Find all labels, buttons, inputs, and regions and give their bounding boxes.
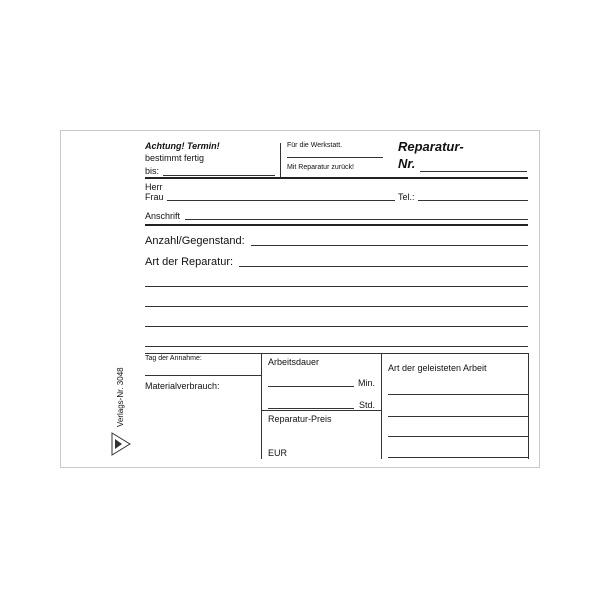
frau-label: Frau (145, 192, 164, 202)
std-label: Std. (359, 400, 376, 410)
repair-line-3[interactable] (145, 326, 528, 327)
repair-line-1[interactable] (145, 286, 528, 287)
minutes-field[interactable] (268, 386, 354, 387)
work-line-3[interactable] (388, 436, 528, 437)
customer-rule (145, 224, 528, 226)
repair-number-field[interactable] (420, 171, 527, 172)
repair-type-field[interactable] (239, 266, 528, 267)
col-divider-1 (261, 353, 262, 459)
header-rule (145, 177, 528, 179)
repair-title: Reparatur- (398, 139, 464, 154)
header-divider (280, 143, 281, 177)
work-line-1[interactable] (388, 394, 528, 395)
duration-label: Arbeitsdauer (268, 357, 320, 367)
col-divider-2 (381, 353, 382, 459)
quantity-label: Anzahl/Gegenstand: (145, 235, 245, 247)
work-line-2[interactable] (388, 416, 528, 417)
workshop-label: Für die Werkstatt. (287, 142, 343, 149)
repair-form-card (60, 130, 540, 468)
accept-date-rule (145, 375, 261, 376)
tel-label: Tel.: (398, 192, 415, 202)
until-label: bis: (145, 166, 160, 176)
currency-label: EUR (268, 448, 288, 458)
herr-label: Herr (145, 182, 163, 192)
repair-number-label: Nr. (398, 156, 416, 171)
price-rule (261, 410, 381, 411)
until-line[interactable] (163, 175, 275, 176)
repair-line-2[interactable] (145, 306, 528, 307)
workshop-line (287, 157, 383, 158)
publisher-logo-icon (110, 431, 132, 457)
repair-type-label: Art der Reparatur: (145, 256, 234, 268)
work-done-label: Art der geleisteten Arbeit (388, 363, 487, 373)
hours-field[interactable] (268, 408, 354, 409)
work-line-4[interactable] (388, 457, 528, 458)
attention-label: Achtung! Termin! (145, 141, 220, 151)
min-label: Min. (358, 378, 376, 388)
return-note: Mit Reparatur zurück! (287, 164, 354, 171)
address-field[interactable] (185, 219, 528, 220)
price-label: Reparatur-Preis (268, 414, 332, 424)
finished-label: bestimmt fertig (145, 153, 205, 163)
bottom-table-top (145, 353, 528, 354)
quantity-field[interactable] (251, 245, 528, 246)
material-label: Materialverbrauch: (145, 381, 220, 391)
repair-line-4[interactable] (145, 346, 528, 347)
tel-field[interactable] (418, 200, 528, 201)
table-right-border (528, 353, 529, 459)
name-field[interactable] (167, 200, 395, 201)
address-label: Anschrift (145, 211, 181, 221)
accept-date-label: Tag der Annahme: (145, 355, 202, 362)
publisher-number: Verlags-Nr. 3048 (116, 367, 125, 427)
